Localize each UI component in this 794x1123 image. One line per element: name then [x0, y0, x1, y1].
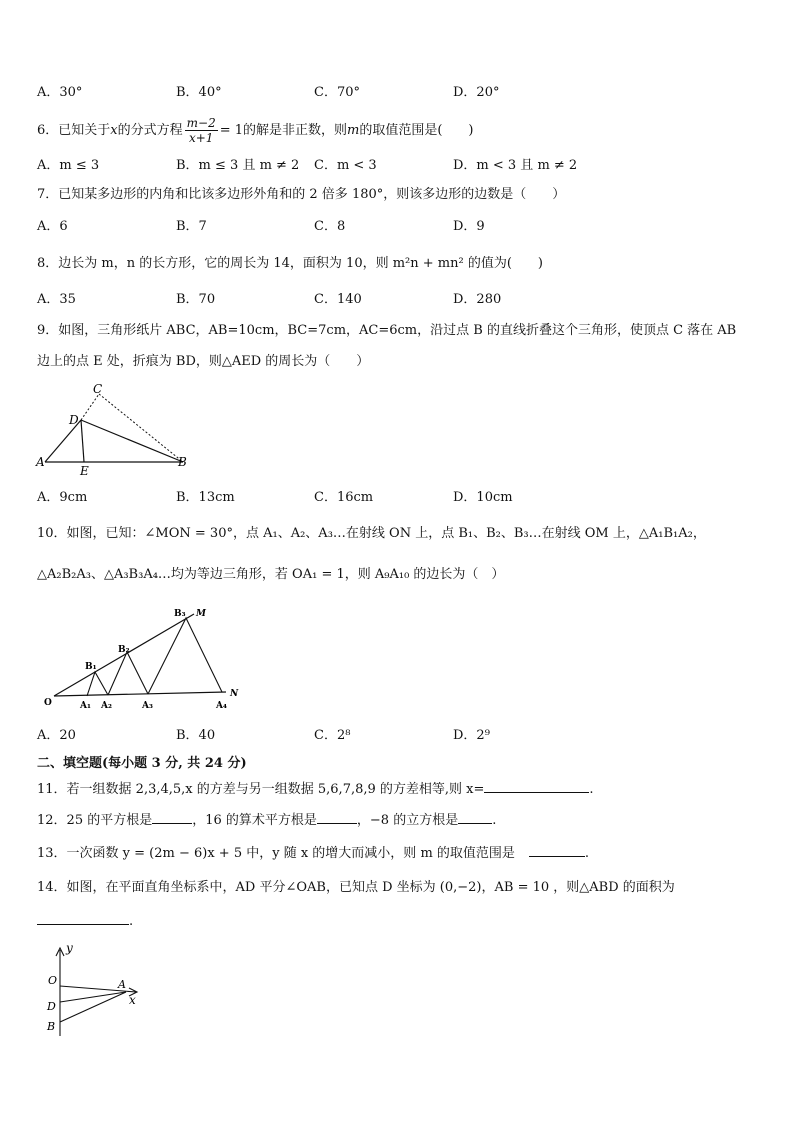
- q10-option-a: A．20: [37, 728, 76, 743]
- q9-label-b: B: [178, 455, 187, 469]
- q10-ray-om: [54, 614, 194, 696]
- section-fill-in-title: 二、填空题(每小题 3 分, 共 24 分): [37, 756, 247, 771]
- q10-equilateral-figure: [40, 600, 250, 715]
- q10-triangle-1: [87, 672, 108, 696]
- q14-label-o: O: [48, 974, 58, 987]
- q10-option-b: B．40: [176, 728, 216, 743]
- q10-label-b1: B₁: [85, 662, 97, 672]
- q10-triangle-2: [108, 652, 148, 695]
- q10-option-c: C．2⁸: [314, 728, 351, 743]
- q6-fraction: $\frac{m-2}{x+1}$: [186, 116, 216, 145]
- q5-option-c: C．70°: [314, 85, 360, 100]
- q9-option-d: D．10cm: [453, 490, 513, 505]
- q10-stem-line1: 10．如图，已知：∠MON = 30°，点 A₁、A₂、A₃…在射线 ON 上，点 B₁、B₂、B₃…在射线 OM 上，△A₁B₁A₂，: [37, 526, 706, 541]
- q5-option-a: A．30°: [37, 85, 83, 100]
- q7-option-a: A．6: [37, 219, 68, 234]
- q12-answer-blank-1[interactable]: [152, 811, 192, 824]
- q5-option-b: B．40°: [176, 85, 222, 100]
- q9-option-b: B．13cm: [176, 490, 235, 505]
- q12-answer-blank-2[interactable]: [317, 811, 357, 824]
- q5-option-d: D．20°: [453, 85, 500, 100]
- q10-label-a4: A₄: [216, 701, 227, 711]
- q14-answer-line: .: [37, 912, 133, 931]
- q12-stem: 12．25 的平方根是 ，16 的算术平方根是 ，−8 的立方根是 .: [37, 813, 497, 828]
- q11-answer-blank[interactable]: [484, 780, 589, 793]
- q7-stem: 7．已知某多边形的内角和比该多边形外角和的 2 倍多 180°，则该多边形的边数是（ ）: [37, 187, 566, 202]
- q14-coordinate-figure: [40, 940, 155, 1040]
- q7-option-b: B．7: [176, 219, 207, 234]
- q10-label-b3: B₃: [174, 609, 186, 619]
- q9-stem-line1: 9．如图，三角形纸片 ABC，AB=10cm，BC=7cm，AC=6cm，沿过点 B 的直线折叠这个三角形，使顶点 C 落在 AB: [37, 323, 737, 338]
- q10-label-a3: A₃: [142, 701, 153, 711]
- q10-label-b2: B₂: [118, 645, 130, 655]
- q10-label-o: O: [44, 698, 52, 708]
- q10-label-a2: A₂: [101, 701, 112, 711]
- q8-option-c: C．140: [314, 292, 362, 307]
- q9-option-a: A．9cm: [37, 490, 88, 505]
- q9-dashed-cb: [99, 394, 183, 462]
- q9-dashed-dc: [81, 394, 99, 420]
- q10-label-n: N: [230, 689, 239, 699]
- q8-option-a: A．35: [37, 292, 76, 307]
- q12-answer-blank-3[interactable]: [458, 811, 492, 824]
- q14-label-a: A: [118, 978, 126, 991]
- q8-option-d: D．280: [453, 292, 502, 307]
- q9-fold-bd: [81, 420, 183, 462]
- q10-ray-on: [54, 692, 226, 696]
- q14-label-x: x: [129, 993, 136, 1007]
- q14-stem: 14．如图，在平面直角坐标系中，AD 平分∠OAB，已知点 D 坐标为 (0,−2)，AB = 10 ，则△ABD 的面积为: [37, 880, 675, 895]
- q7-option-c: C．8: [314, 219, 346, 234]
- q6-stem: 6．已知关于x的分式方程 $\frac{m-2}{x+1}$ = 1的解是非正数，则m的取值范围是( ): [37, 116, 474, 145]
- q14-label-y: y: [66, 941, 73, 955]
- q14-label-b: B: [47, 1020, 56, 1033]
- q14-answer-blank[interactable]: [37, 912, 129, 925]
- q9-stem-line2: 边上的点 E 处，折痕为 BD，则△AED 的周长为（ ）: [37, 354, 370, 369]
- q9-option-c: C．16cm: [314, 490, 374, 505]
- q8-option-b: B．70: [176, 292, 216, 307]
- q13-stem: 13．一次函数 y = (2m − 6)x + 5 中，y 随 x 的增大而减小，则 m 的取值范围是 .: [37, 846, 590, 861]
- q10-label-a1: A₁: [80, 701, 91, 711]
- q10-triangle-3: [148, 618, 222, 694]
- q9-label-c: C: [93, 382, 103, 396]
- q11-stem: 11．若一组数据 2,3,4,5,x 的方差与另一组数据 5,6,7,8,9 的方差相等,则 x= .: [37, 782, 594, 797]
- q9-triangle-figure: [35, 380, 190, 475]
- q13-answer-blank[interactable]: [529, 844, 585, 857]
- q7-option-d: D．9: [453, 219, 485, 234]
- q10-stem-line2: △A₂B₂A₃、△A₃B₃A₄…均为等边三角形，若 OA₁ = 1，则 A₉A₁₀ 的边长为（ ）: [37, 567, 505, 582]
- q6-option-d: D．m < 3 且 m ≠ 2: [453, 158, 578, 173]
- q6-option-c: C．m < 3: [314, 158, 377, 173]
- q9-label-a: A: [36, 455, 45, 469]
- q10-option-d: D．2⁹: [453, 728, 490, 743]
- q6-option-a: A．m ≤ 3: [37, 158, 100, 173]
- q9-segment-de: [81, 420, 84, 462]
- q10-label-m: M: [196, 609, 206, 619]
- q14-label-d: D: [47, 1000, 56, 1013]
- q6-option-b: B．m ≤ 3 且 m ≠ 2: [176, 158, 300, 173]
- q9-label-d: D: [69, 413, 79, 427]
- q8-stem: 8．边长为 m，n 的长方形，它的周长为 14，面积为 10，则 m²n + mn² 的值为( ): [37, 256, 543, 271]
- q9-label-e: E: [80, 464, 89, 475]
